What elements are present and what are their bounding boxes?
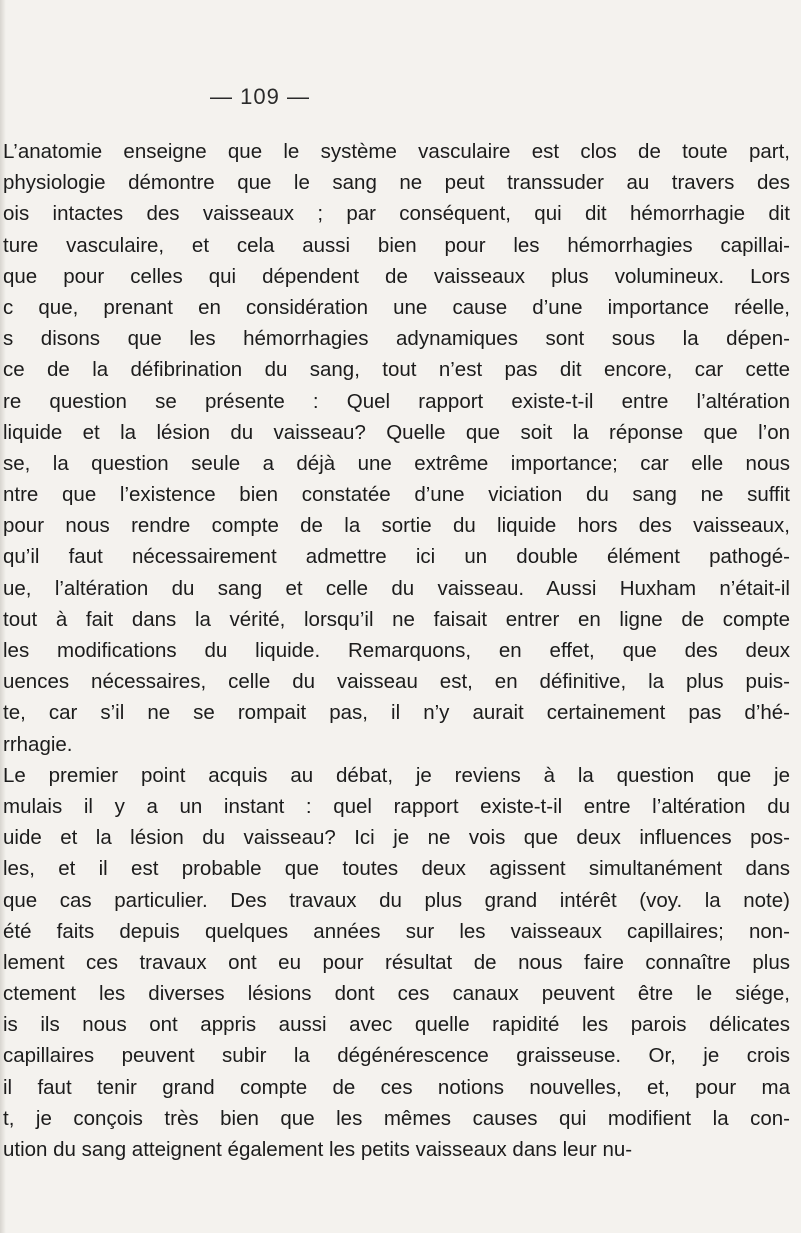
text-line: que pour celles qui dépendent de vaisseaux plus volumineux. Lors [3,264,790,288]
text-line: physiologie démontre que le sang ne peut transsuder au travers des [3,171,790,195]
text-line: pour nous rendre compte de la sortie du liquide hors des vaisseaux, [3,514,790,538]
text-line: ution du sang atteignent également les petits vaisseaux dans leur nu- [3,1138,633,1161]
text-line: ue, l’altération du sang et celle du vaisseau. Aussi Huxham n’était-il [3,576,790,600]
body-text [0,136,790,1165]
text-line: mulais il y a un instant : quel rapport existe-t-il entre l’altération du [3,794,790,818]
text-line: lement ces travaux ont eu pour résultat de nous faire connaître plus [3,950,790,974]
text-line: c que, prenant en considération une cause d’une importance réelle, [3,295,790,319]
text-line: ctement les diverses lésions dont ces canaux peuvent être le siége, [3,982,790,1006]
text-line: rrhagie. [3,732,73,756]
text-line: capillaires peuvent subir la dégénérescence graisseuse. Or, je crois [3,1044,790,1068]
text-line: ture vasculaire, et cela aussi bien pour les hémorrhagies capillai- [3,233,790,257]
text-line: se, la question seule a déjà une extrême importance; car elle nous [3,451,790,475]
text-line: tout à fait dans la vérité, lorsqu’il ne faisait entrer en ligne de compte [3,607,790,631]
text-line: que cas particulier. Des travaux du plus grand intérêt (voy. la note) [3,888,790,912]
text-line: is ils nous ont appris aussi avec quelle rapidité les parois délicates [3,1013,790,1037]
text-line: te, car s’il ne se rompait pas, il n’y aurait certainement pas d’hé- [3,701,790,725]
text-line: re question se présente : Quel rapport existe-t-il entre l’altération [3,389,790,413]
text-line: été faits depuis quelques années sur les vaisseaux capillaires; non- [3,919,790,943]
text-line: ois intactes des vaisseaux ; par conséquent, qui dit hémorrhagie dit [3,202,790,226]
text-line: qu’il faut nécessairement admettre ici un double élément pathogé- [3,545,790,569]
text-line: il faut tenir grand compte de ces notions nouvelles, et, pour ma [3,1075,790,1099]
text-line: uide et la lésion du vaisseau? Ici je ne vois que deux influences pos- [3,826,790,850]
text-line: liquide et la lésion du vaisseau? Quelle que soit la réponse que l’on [3,420,790,444]
text-line: les, et il est probable que toutes deux agissent simultanément dans [3,857,790,881]
text-line: uences nécessaires, celle du vaisseau est, en définitive, la plus puis- [3,670,790,694]
page-number: — 109 — [210,84,310,109]
text-line: Le premier point acquis au débat, je reviens à la question que je [3,763,790,787]
text-line: L’anatomie enseigne que le système vasculaire est clos de toute part, [3,140,790,163]
text-line: ce de la défibrination du sang, tout n’est pas dit encore, car cette [3,358,790,382]
text-line: les modifications du liquide. Remarquons, en effet, que des deux [3,639,790,662]
text-line: s disons que les hémorrhagies adynamiques sont sous la dépen- [3,327,790,351]
text-line: t, je conçois très bien que les mêmes causes qui modifient la con- [3,1106,790,1130]
text-line: ntre que l’existence bien constatée d’une viciation du sang ne suffit [3,483,790,507]
